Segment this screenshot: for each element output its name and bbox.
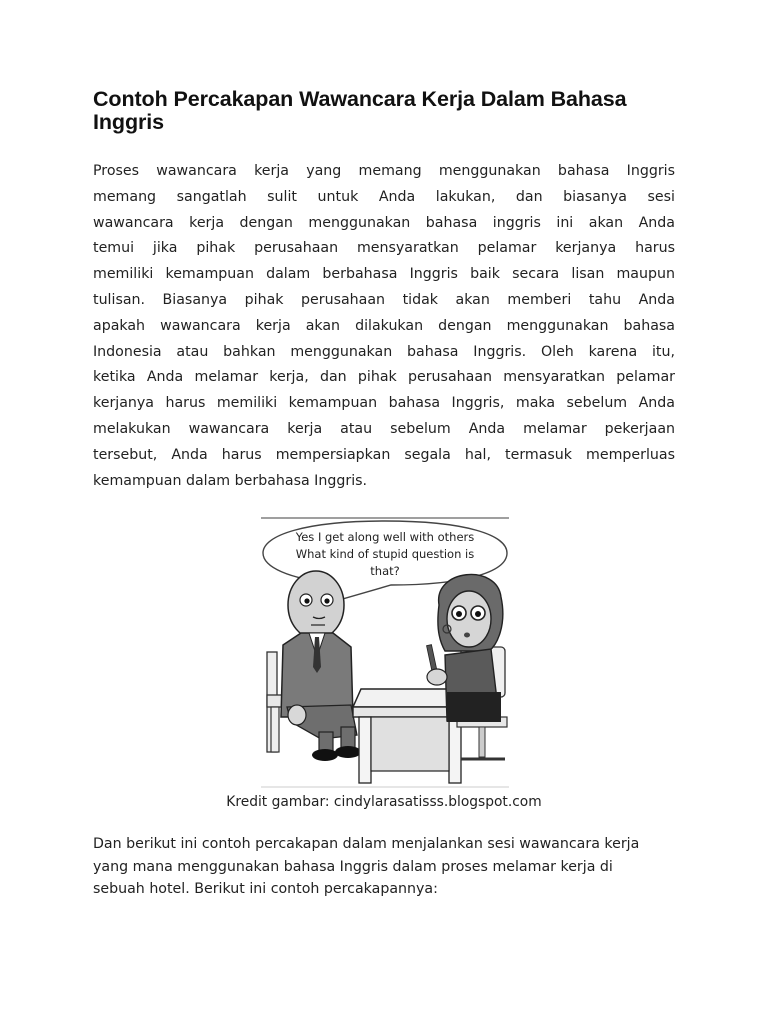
- text-line: Proses wawancara kerja yang memang menggunakan bahasa Inggris: [93, 163, 675, 179]
- bubble-line-3: that?: [370, 564, 400, 578]
- text-line: wawancara kerja dengan menggunakan bahasa inggris ini akan Anda: [93, 214, 675, 231]
- text-line: ketika Anda melamar kerja, dan pihak perusahaan mensyaratkan pelamar: [93, 369, 675, 386]
- text-line: tulisan. Biasanya pihak perusahaan tidak akan memberi tahu Anda: [93, 291, 675, 308]
- text-line: memiliki kemampuan dalam berbahasa Inggris baik secara lisan maupun: [93, 266, 675, 283]
- text-line: sebuah hotel. Berikut ini contoh percakapannya:: [93, 881, 438, 897]
- text-line: Indonesia atau bahkan menggunakan bahasa Inggris. Oleh karena itu,: [93, 343, 675, 360]
- text-line: memang sangatlah sulit untuk Anda lakukan, dan biasanya sesi: [93, 188, 675, 205]
- figure-caption: Kredit gambar: cindylarasatisss.blogspot.com: [226, 794, 542, 810]
- text-line: temui jika pihak perusahaan mensyaratkan pelamar kerjanya harus: [93, 240, 675, 257]
- bubble-line-2: What kind of stupid question is: [295, 547, 475, 561]
- intro-paragraph: [93, 159, 675, 494]
- page-title: Contoh Percakapan Wawancara Kerja Dalam Bahasa Inggris: [93, 87, 627, 134]
- document-page: [93, 87, 675, 897]
- bubble-line-1: Yes I get along well with others: [295, 530, 475, 544]
- text-line: apakah wawancara kerja akan dilakukan dengan menggunakan bahasa: [93, 317, 675, 334]
- text-line: kerjanya harus memiliki kemampuan bahasa Inggris, maka sebelum Anda: [93, 395, 675, 412]
- interview-comic-image: [261, 517, 509, 788]
- text-line: kemampuan dalam berbahasa Inggris.: [93, 472, 368, 489]
- text-line: tersebut, Anda harus mempersiapkan segala hal, termasuk memperluas: [93, 446, 675, 463]
- text-line: melakukan wawancara kerja atau sebelum Anda melamar pekerjaan: [93, 420, 675, 437]
- followup-paragraph: [93, 833, 675, 901]
- text-line: Dan berikut ini contoh percakapan dalam menjalankan sesi wawancara kerja: [93, 836, 640, 852]
- text-line: yang mana menggunakan bahasa Inggris dalam proses melamar kerja di: [93, 858, 613, 875]
